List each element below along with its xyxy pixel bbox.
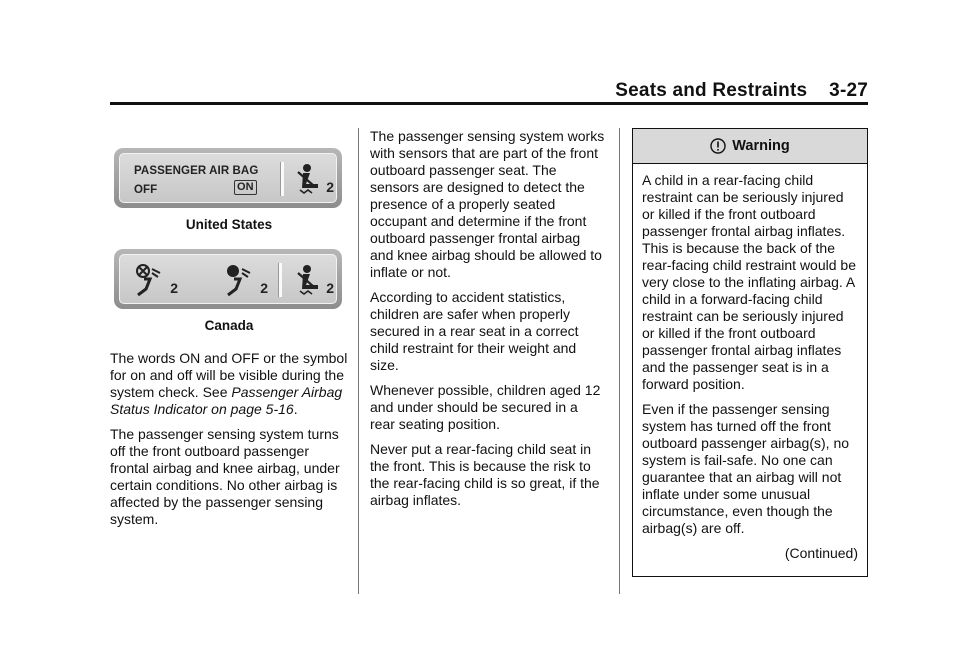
column-1 <box>110 128 348 536</box>
warning-body <box>633 164 867 576</box>
page-reference-link[interactable]: Passenger Airbag Status Indicator on page 5-16 <box>110 384 343 417</box>
us-indicator-panel <box>114 148 342 208</box>
panel-divider <box>278 263 282 297</box>
header-rule <box>110 102 868 105</box>
column-3 <box>632 128 868 577</box>
body-paragraph: Never put a rear-facing child seat in the front. This is because the risk to the rear-facing child is so great, if the airbag inflates. <box>370 441 600 508</box>
body-paragraph: According to accident statistics, children are safer when properly secured in a rear seat in a correct child restraint for their weight and size. <box>370 289 579 373</box>
icon-subscript: 2 <box>326 280 334 296</box>
airbag-off-icon <box>134 263 178 297</box>
column-divider <box>619 128 620 594</box>
warning-paragraph: Even if the passenger sensing system has turned off the front outboard passenger airbag(s), no system is fail-safe. No one can guarantee that an airbag will not inflate under some unusual circumstance, even though the airbag(s) are off. <box>642 401 850 536</box>
passenger-airbag-label: PASSENGER AIR BAG <box>134 165 259 177</box>
seated-occupant-icon <box>290 162 334 196</box>
icon-subscript: 2 <box>170 280 178 296</box>
seated-occupant-icon <box>290 263 334 297</box>
page-title <box>615 80 868 102</box>
body-paragraph: Whenever possible, children aged 12 and under should be secured in a rear seating position. <box>370 382 601 432</box>
body-paragraph: The passenger sensing system works with sensors that are part of the front outboard passenger seat. The sensors are designed to detect the presence of a properly seated occupant and determine if the front outboard passenger frontal airbag and knee airbag should be allowed to inflate or not. <box>370 128 605 280</box>
us-caption: United States <box>185 217 273 232</box>
on-label: ON <box>234 180 257 195</box>
column-2 <box>370 128 606 517</box>
panel-divider <box>280 162 284 196</box>
off-label: OFF <box>134 184 158 196</box>
section-title: Seats and Restraints <box>615 80 808 101</box>
canada-caption: Canada <box>204 318 254 333</box>
body-paragraph: The passenger sensing system turns off the front outboard passenger frontal airbag and knee airbag, under certain conditions. No other airbag is affected by the passenger sensing system. <box>110 426 340 527</box>
airbag-on-icon <box>224 263 268 297</box>
warning-box <box>632 128 868 577</box>
body-paragraph <box>110 350 348 418</box>
icon-subscript: 2 <box>260 280 268 296</box>
canada-indicator-panel <box>114 249 342 309</box>
warning-paragraph: A child in a rear-facing child restraint can be seriously injured or killed if the front outboard passenger frontal airbag inflates. This is because the back of the rear-facing child restraint would be very close to the inflating airbag. A child in a forward-facing child restraint can be seriously injured or killed if the front outboard passenger frontal airbag inflates and the passenger seat is in a forward position. <box>642 172 856 392</box>
warning-icon <box>710 138 726 154</box>
page-header <box>110 76 868 104</box>
icon-subscript: 2 <box>326 179 334 195</box>
paragraph-text: The words ON and OFF or the symbol for on and off will be visible during the system check. See <box>110 350 348 400</box>
column-divider <box>358 128 359 594</box>
continued-label: (Continued) <box>784 545 858 561</box>
warning-header <box>633 129 867 164</box>
paragraph-text: . <box>293 401 298 417</box>
warning-title: Warning <box>732 137 790 154</box>
page-number: 3-27 <box>829 80 868 101</box>
